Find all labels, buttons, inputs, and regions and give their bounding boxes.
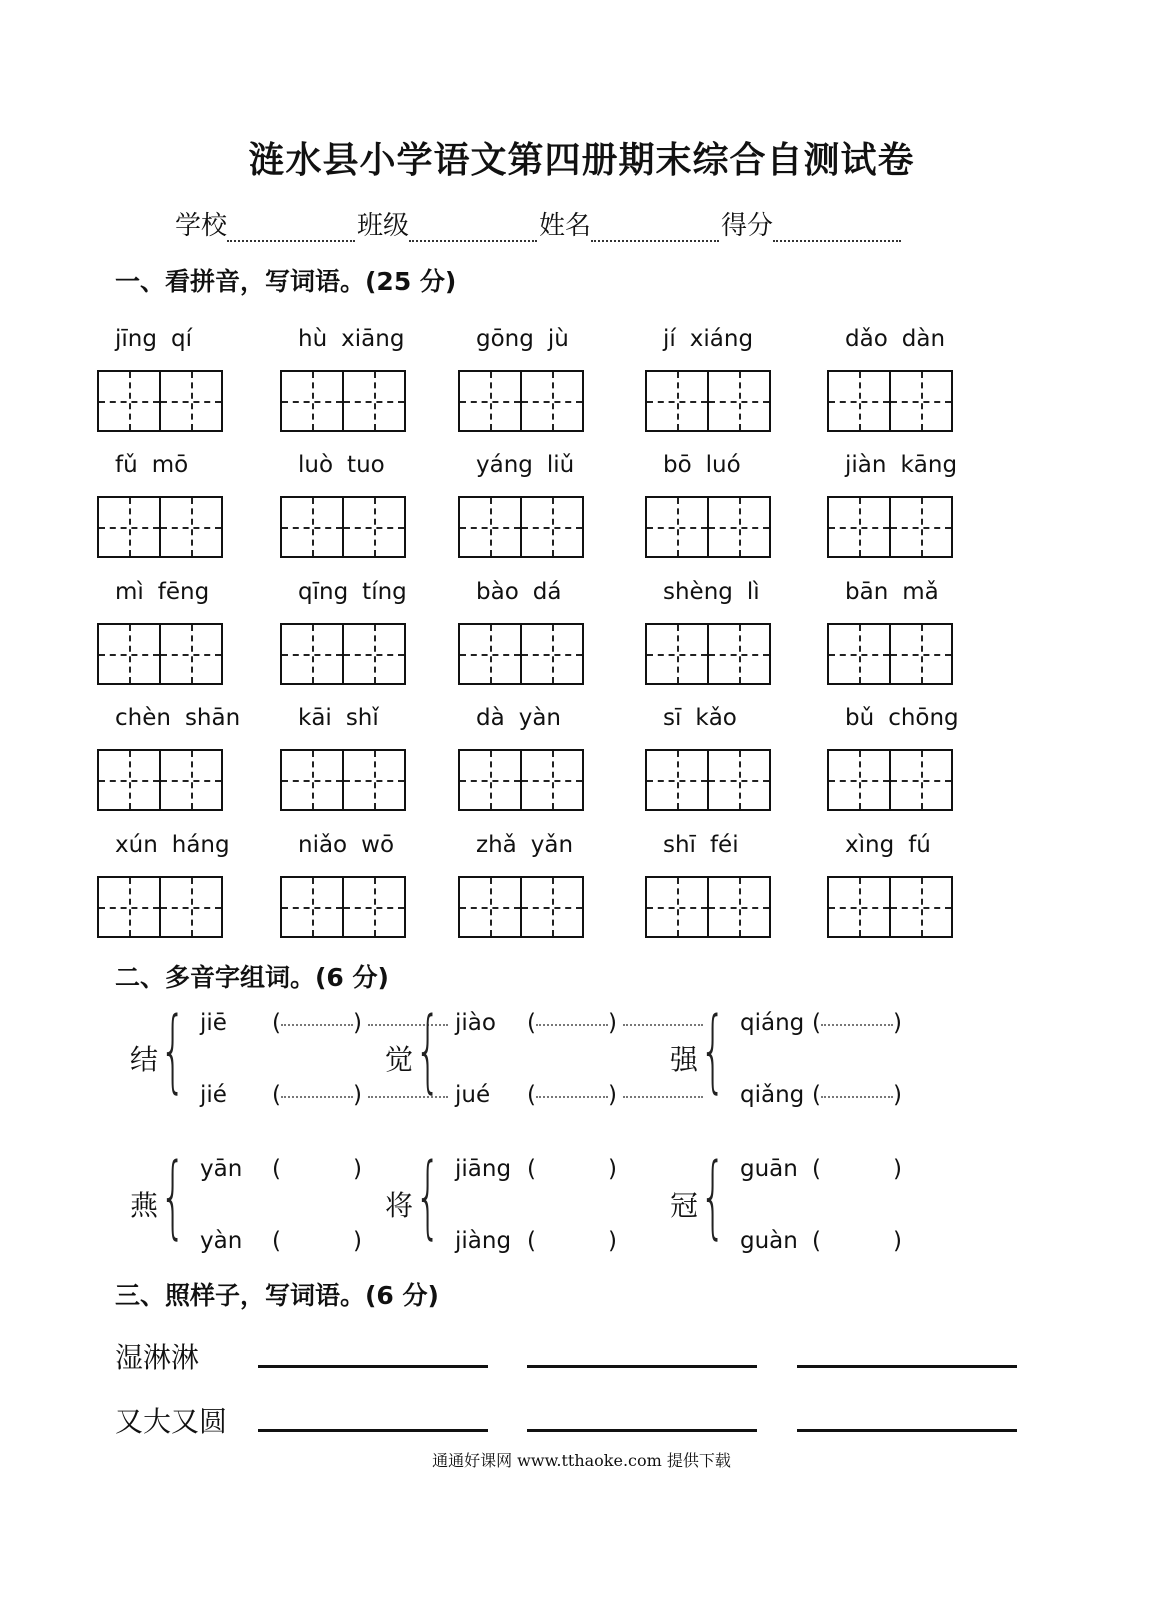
- tianzige-box[interactable]: [645, 876, 771, 938]
- open-paren: (: [272, 1156, 281, 1182]
- writing-cell[interactable]: [522, 751, 582, 809]
- writing-cell[interactable]: [647, 878, 709, 936]
- pinyin-syllable: dǎo: [845, 326, 888, 352]
- tianzige-box[interactable]: [827, 876, 953, 938]
- pinyin-prompt: [663, 705, 737, 731]
- open-paren: (: [527, 1228, 536, 1254]
- pinyin-syllable: chōng: [888, 705, 959, 731]
- tianzige-box[interactable]: [97, 623, 223, 685]
- writing-cell[interactable]: [709, 625, 769, 683]
- tianzige-box[interactable]: [280, 496, 406, 558]
- pronunciation: jiāng: [455, 1156, 512, 1182]
- pinyin-syllable: fú: [908, 832, 931, 858]
- pronunciation-row: [200, 1156, 362, 1182]
- pronunciation: yān: [200, 1156, 243, 1182]
- pinyin-prompt: [476, 326, 569, 352]
- tianzige-box[interactable]: [458, 876, 584, 938]
- writing-cell[interactable]: [709, 878, 769, 936]
- pinyin-syllable: bǔ: [845, 705, 875, 731]
- tianzige-box[interactable]: [827, 496, 953, 558]
- writing-cell[interactable]: [344, 372, 404, 430]
- tianzige-box[interactable]: [645, 496, 771, 558]
- open-paren: (: [272, 1082, 281, 1108]
- pinyin-prompt: [115, 326, 192, 352]
- tianzige-box[interactable]: [458, 370, 584, 432]
- pronunciation-row: [740, 1156, 902, 1182]
- writing-cell[interactable]: [891, 498, 951, 556]
- pinyin-syllable: luó: [705, 452, 741, 478]
- tianzige-box[interactable]: [458, 623, 584, 685]
- tianzige-box[interactable]: [280, 370, 406, 432]
- pronunciation: guān: [740, 1156, 798, 1182]
- pinyin-syllable: sī: [663, 705, 682, 731]
- dotted-leader: [623, 1096, 703, 1098]
- writing-cell[interactable]: [282, 751, 344, 809]
- pinyin-prompt: [476, 452, 574, 478]
- tianzige-box[interactable]: [97, 749, 223, 811]
- writing-cell[interactable]: [99, 625, 161, 683]
- pronunciation-row: [455, 1010, 703, 1036]
- pinyin-prompt: [115, 705, 240, 731]
- polyphone-char: 觉: [385, 1043, 414, 1076]
- pinyin-prompt: [298, 579, 407, 605]
- answer-blank[interactable]: [536, 1096, 608, 1098]
- pronunciation-row: [200, 1082, 448, 1108]
- tianzige-box[interactable]: [458, 496, 584, 558]
- writing-cell[interactable]: [161, 372, 221, 430]
- pinyin-prompt: [115, 579, 209, 605]
- writing-cell[interactable]: [161, 878, 221, 936]
- footer-credit: 通通好课网 www.tthaoke.com 提供下载: [432, 1451, 731, 1470]
- pinyin-syllable: qīng: [298, 579, 349, 605]
- pinyin-syllable: bān: [845, 579, 889, 605]
- pinyin-syllable: yáng: [476, 452, 533, 478]
- tianzige-box[interactable]: [458, 749, 584, 811]
- section1-heading: 一、看拼音，写词语。(25 分): [115, 267, 457, 296]
- pinyin-syllable: xìng: [845, 832, 895, 858]
- pinyin-syllable: fēng: [157, 579, 210, 605]
- pinyin-syllable: fǔ: [115, 452, 138, 478]
- writing-cell[interactable]: [709, 751, 769, 809]
- writing-cell[interactable]: [647, 751, 709, 809]
- writing-cell[interactable]: [282, 625, 344, 683]
- writing-cell[interactable]: [829, 372, 891, 430]
- close-paren: ): [607, 1010, 617, 1036]
- pinyin-prompt: [476, 579, 561, 605]
- brace-icon: {: [160, 998, 186, 1103]
- polyphone-char: 燕: [130, 1189, 159, 1222]
- section2-heading: 二、多音字组词。(6 分): [115, 963, 389, 992]
- pinyin-syllable: xún: [115, 832, 158, 858]
- open-paren: (: [812, 1010, 821, 1036]
- writing-cell[interactable]: [344, 751, 404, 809]
- close-paren: ): [892, 1082, 902, 1108]
- open-paren: (: [527, 1156, 536, 1182]
- pinyin-syllable: hù: [298, 326, 328, 352]
- writing-cell[interactable]: [99, 498, 161, 556]
- pinyin-syllable: mǎ: [902, 579, 939, 605]
- writing-cell[interactable]: [709, 372, 769, 430]
- pinyin-syllable: gōng: [476, 326, 534, 352]
- pinyin-prompt: [115, 832, 230, 858]
- tianzige-box[interactable]: [97, 496, 223, 558]
- pinyin-syllable: kāi: [298, 705, 332, 731]
- pinyin-syllable: niǎo: [298, 832, 348, 858]
- pinyin-prompt: [663, 832, 739, 858]
- pinyin-prompt: [663, 326, 753, 352]
- pinyin-syllable: dàn: [901, 326, 946, 352]
- pinyin-syllable: mì: [115, 579, 144, 605]
- pinyin-syllable: qí: [170, 326, 192, 352]
- pronunciation: qiǎng: [740, 1082, 805, 1108]
- brace-icon: {: [700, 1144, 726, 1249]
- pinyin-syllable: xiāng: [341, 326, 405, 352]
- pinyin-syllable: shèng: [663, 579, 733, 605]
- pronunciation: jiē: [200, 1010, 227, 1036]
- answer-line[interactable]: [258, 1429, 488, 1432]
- close-paren: ): [607, 1082, 617, 1108]
- answer-line[interactable]: [527, 1429, 757, 1432]
- writing-cell[interactable]: [891, 625, 951, 683]
- writing-cell[interactable]: [522, 878, 582, 936]
- pinyin-prompt: [476, 832, 573, 858]
- writing-cell[interactable]: [647, 372, 709, 430]
- pronunciation-row: [455, 1156, 617, 1182]
- close-paren: ): [607, 1156, 617, 1182]
- tianzige-box[interactable]: [645, 623, 771, 685]
- writing-cell[interactable]: [460, 498, 522, 556]
- pinyin-syllable: bō: [663, 452, 692, 478]
- pinyin-prompt: [845, 326, 945, 352]
- writing-cell[interactable]: [344, 878, 404, 936]
- writing-cell[interactable]: [161, 498, 221, 556]
- pinyin-syllable: jí: [663, 326, 676, 352]
- pinyin-syllable: bào: [476, 579, 519, 605]
- polyphone-char: 冠: [670, 1189, 699, 1222]
- open-paren: (: [272, 1010, 281, 1036]
- pronunciation: qiáng: [740, 1010, 805, 1036]
- answer-blank[interactable]: [281, 1024, 353, 1026]
- writing-cell[interactable]: [891, 878, 951, 936]
- close-paren: ): [892, 1228, 902, 1254]
- pinyin-syllable: yàn: [518, 705, 561, 731]
- pinyin-prompt: [663, 579, 760, 605]
- pronunciation: jiàng: [455, 1228, 512, 1254]
- close-paren: ): [352, 1082, 362, 1108]
- close-paren: ): [607, 1228, 617, 1254]
- pronunciation-row: [200, 1010, 448, 1036]
- pinyin-syllable: xiáng: [689, 326, 754, 352]
- writing-cell[interactable]: [647, 625, 709, 683]
- tianzige-box[interactable]: [827, 749, 953, 811]
- pronunciation: guàn: [740, 1228, 798, 1254]
- pinyin-prompt: [298, 452, 385, 478]
- class-label: 班级: [357, 211, 410, 241]
- close-paren: ): [892, 1156, 902, 1182]
- pinyin-syllable: wō: [361, 832, 395, 858]
- score-field[interactable]: [773, 214, 901, 242]
- writing-cell[interactable]: [829, 625, 891, 683]
- close-paren: ): [352, 1156, 362, 1182]
- writing-cell[interactable]: [460, 625, 522, 683]
- answer-line[interactable]: [258, 1365, 488, 1368]
- section3-heading: 三、照样子，写词语。(6 分): [115, 1281, 439, 1310]
- writing-cell[interactable]: [829, 751, 891, 809]
- tianzige-box[interactable]: [280, 623, 406, 685]
- polyphone-char: 结: [130, 1043, 159, 1076]
- pinyin-syllable: kāng: [900, 452, 958, 478]
- pinyin-prompt: [845, 452, 957, 478]
- name-field[interactable]: [591, 214, 719, 242]
- brace-icon: {: [415, 1144, 441, 1249]
- student-info: [175, 205, 903, 242]
- pinyin-syllable: zhǎ: [476, 832, 517, 858]
- open-paren: (: [812, 1156, 821, 1182]
- school-field[interactable]: [227, 214, 355, 242]
- open-paren: (: [272, 1228, 281, 1254]
- answer-line[interactable]: [797, 1365, 1017, 1368]
- pinyin-syllable: jù: [547, 326, 569, 352]
- pinyin-syllable: kǎo: [695, 705, 737, 731]
- pronunciation: yàn: [200, 1228, 243, 1254]
- pronunciation-row: [200, 1228, 362, 1254]
- pronunciation-row: [740, 1010, 902, 1036]
- close-paren: ): [892, 1010, 902, 1036]
- dotted-leader: [623, 1024, 703, 1026]
- writing-cell[interactable]: [709, 498, 769, 556]
- pinyin-prompt: [298, 705, 379, 731]
- brace-icon: {: [415, 998, 441, 1103]
- example-word-2: 又大又圆: [115, 1405, 228, 1438]
- pinyin-syllable: mō: [151, 452, 189, 478]
- pinyin-syllable: luò: [298, 452, 334, 478]
- pinyin-syllable: yǎn: [530, 832, 574, 858]
- pronunciation: jiào: [455, 1010, 496, 1036]
- writing-cell[interactable]: [282, 372, 344, 430]
- writing-cell[interactable]: [829, 498, 891, 556]
- writing-cell[interactable]: [829, 878, 891, 936]
- pronunciation-row: [740, 1082, 902, 1108]
- writing-cell[interactable]: [99, 372, 161, 430]
- polyphone-char: 强: [670, 1043, 699, 1076]
- pinyin-syllable: chèn: [115, 705, 171, 731]
- open-paren: (: [812, 1082, 821, 1108]
- answer-blank[interactable]: [821, 1024, 893, 1026]
- pronunciation-row: [455, 1082, 703, 1108]
- writing-cell[interactable]: [161, 625, 221, 683]
- writing-cell[interactable]: [344, 625, 404, 683]
- writing-cell[interactable]: [161, 751, 221, 809]
- writing-cell[interactable]: [460, 751, 522, 809]
- tianzige-box[interactable]: [827, 370, 953, 432]
- answer-blank[interactable]: [281, 1096, 353, 1098]
- tianzige-box[interactable]: [97, 876, 223, 938]
- writing-cell[interactable]: [647, 498, 709, 556]
- close-paren: ): [352, 1010, 362, 1036]
- pinyin-syllable: shǐ: [345, 705, 379, 731]
- open-paren: (: [527, 1010, 536, 1036]
- brace-icon: {: [700, 998, 726, 1103]
- tianzige-box[interactable]: [645, 370, 771, 432]
- answer-blank[interactable]: [821, 1096, 893, 1098]
- pinyin-syllable: liǔ: [546, 452, 575, 478]
- tianzige-box[interactable]: [280, 876, 406, 938]
- pronunciation-row: [455, 1228, 617, 1254]
- polyphone-char: 将: [385, 1189, 414, 1222]
- writing-cell[interactable]: [460, 878, 522, 936]
- tianzige-box[interactable]: [645, 749, 771, 811]
- writing-cell[interactable]: [460, 372, 522, 430]
- writing-cell[interactable]: [891, 372, 951, 430]
- pinyin-prompt: [663, 452, 741, 478]
- writing-cell[interactable]: [282, 498, 344, 556]
- writing-cell[interactable]: [522, 372, 582, 430]
- writing-cell[interactable]: [522, 498, 582, 556]
- answer-line[interactable]: [527, 1365, 757, 1368]
- pinyin-prompt: [298, 832, 394, 858]
- pinyin-prompt: [845, 579, 939, 605]
- answer-blank[interactable]: [536, 1024, 608, 1026]
- tianzige-box[interactable]: [827, 623, 953, 685]
- pinyin-syllable: dà: [476, 705, 505, 731]
- pinyin-prompt: [476, 705, 561, 731]
- writing-cell[interactable]: [99, 751, 161, 809]
- pinyin-syllable: féi: [709, 832, 739, 858]
- class-field[interactable]: [409, 214, 537, 242]
- pronunciation-row: [740, 1228, 902, 1254]
- pinyin-syllable: shān: [184, 705, 241, 731]
- writing-cell[interactable]: [282, 878, 344, 936]
- pinyin-syllable: tuo: [347, 452, 385, 478]
- name-label: 姓名: [539, 211, 592, 241]
- pronunciation: jué: [455, 1082, 491, 1108]
- page-title: 涟水县小学语文第四册期末综合自测试卷: [248, 140, 915, 181]
- pinyin-prompt: [298, 326, 404, 352]
- pinyin-prompt: [845, 705, 959, 731]
- writing-cell[interactable]: [344, 498, 404, 556]
- score-label: 得分: [721, 211, 774, 241]
- pinyin-syllable: shī: [663, 832, 696, 858]
- close-paren: ): [352, 1228, 362, 1254]
- pinyin-syllable: jiàn: [845, 452, 887, 478]
- open-paren: (: [527, 1082, 536, 1108]
- example-word-1: 湿淋淋: [115, 1341, 200, 1374]
- pinyin-syllable: lì: [746, 579, 760, 605]
- answer-line[interactable]: [797, 1429, 1017, 1432]
- pinyin-syllable: dá: [532, 579, 562, 605]
- writing-cell[interactable]: [891, 751, 951, 809]
- pinyin-prompt: [115, 452, 188, 478]
- tianzige-box[interactable]: [97, 370, 223, 432]
- writing-cell[interactable]: [99, 878, 161, 936]
- writing-cell[interactable]: [522, 625, 582, 683]
- pronunciation: jié: [200, 1082, 227, 1108]
- pinyin-syllable: tíng: [362, 579, 407, 605]
- pinyin-prompt: [845, 832, 931, 858]
- open-paren: (: [812, 1228, 821, 1254]
- brace-icon: {: [160, 1144, 186, 1249]
- tianzige-box[interactable]: [280, 749, 406, 811]
- pinyin-syllable: jīng: [115, 326, 157, 352]
- pinyin-syllable: háng: [171, 832, 230, 858]
- school-label: 学校: [175, 211, 228, 241]
